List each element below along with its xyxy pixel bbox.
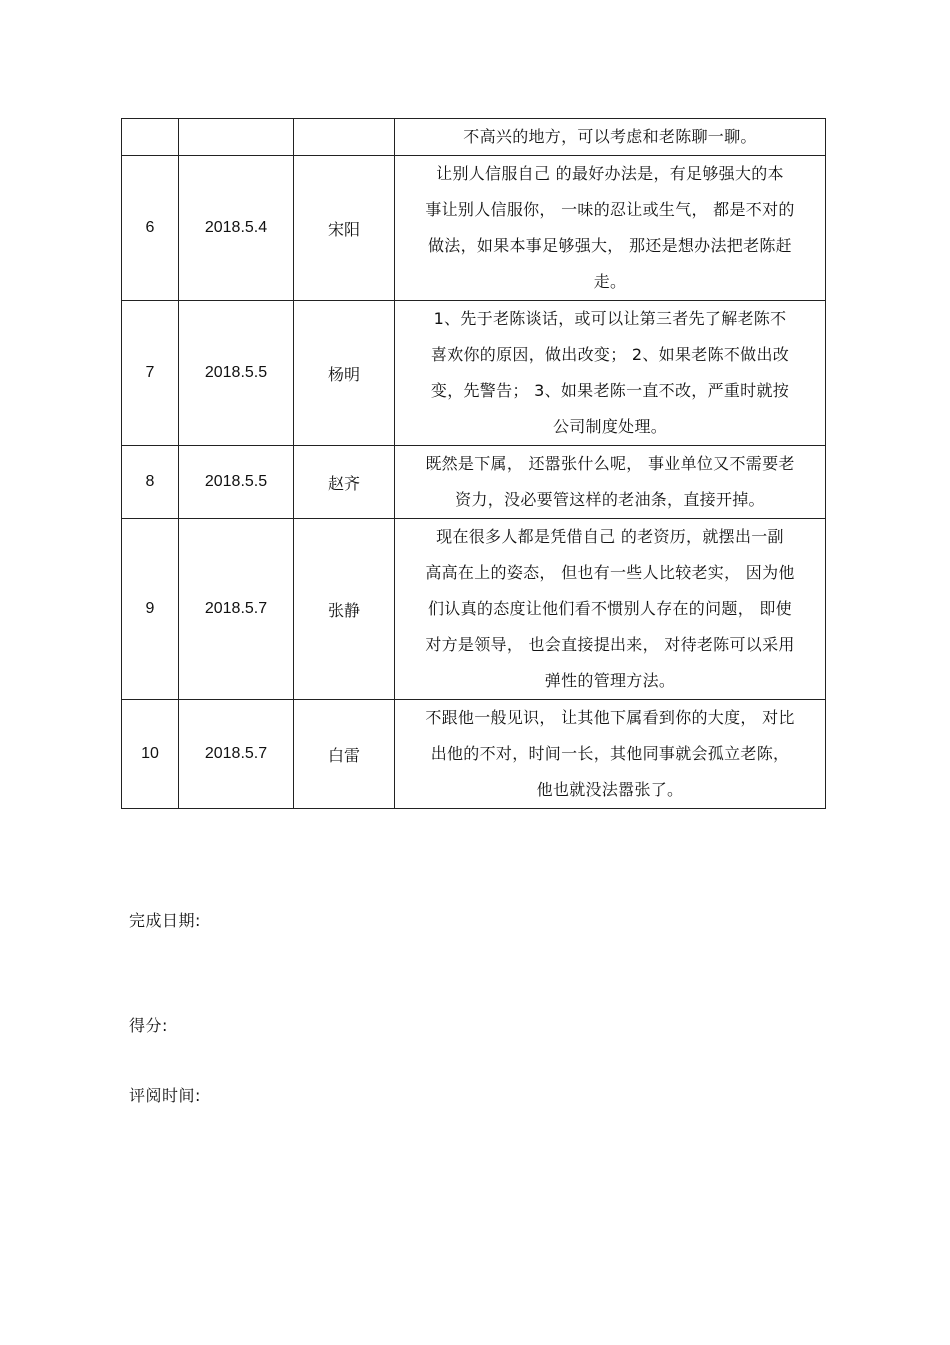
row-date-cell: 2018.5.5: [179, 301, 294, 446]
score-label: 得分:: [129, 1016, 168, 1035]
row-date-cell: [179, 119, 294, 156]
table-row: [122, 446, 826, 519]
row-name-cell: [294, 119, 395, 156]
row-comment-cell: 1、先于老陈谈话，或可以让第三者先了解老陈不 喜欢你的原因，做出改变； 2、如果老陈不做出改 变，先警告； 3、如果老陈一直不改，严重时就按 公司制度处理。: [395, 301, 826, 446]
row-name-cell: 白雷: [294, 700, 395, 809]
row-date-cell: 2018.5.7: [179, 519, 294, 700]
row-date-cell: 2018.5.7: [179, 700, 294, 809]
row-number-cell: 9: [122, 519, 179, 700]
row-date-cell: 2018.5.5: [179, 446, 294, 519]
row-name-cell: 赵齐: [294, 446, 395, 519]
row-name-cell: 杨明: [294, 301, 395, 446]
row-number-cell: 8: [122, 446, 179, 519]
row-comment-cell: 不跟他一般见识， 让其他下属看到你的大度， 对比 出他的不对，时间一长，其他同事就会孤立老陈， 他也就没法嚣张了。: [395, 700, 826, 809]
row-date-cell: 2018.5.4: [179, 156, 294, 301]
row-number-cell: 6: [122, 156, 179, 301]
row-number-cell: 7: [122, 301, 179, 446]
row-number-cell: [122, 119, 179, 156]
row-name-cell: 宋阳: [294, 156, 395, 301]
review-time-label: 评阅时间:: [129, 1086, 201, 1105]
row-number-cell: 10: [122, 700, 179, 809]
table-row: [122, 119, 826, 156]
table-row: [122, 519, 826, 700]
completion-date-label: 完成日期:: [129, 911, 201, 930]
row-comment-cell: 现在很多人都是凭借自己 的老资历，就摆出一副 高高在上的姿态， 但也有一些人比较老实， 因为他 们认真的态度让他们看不惯别人存在的问题， 即使 对方是领导， 也会直接提出来， 对待老陈可以采用 弹性的管理方法。: [395, 519, 826, 700]
records-table: [121, 118, 826, 809]
table-row: [122, 156, 826, 301]
table-row: [122, 301, 826, 446]
row-comment-cell: 既然是下属， 还嚣张什么呢， 事业单位又不需要老 资力，没必要管这样的老油条，直接开掉。: [395, 446, 826, 519]
row-comment-cell: 不高兴的地方，可以考虑和老陈聊一聊。: [395, 119, 826, 156]
row-name-cell: 张静: [294, 519, 395, 700]
table-row: [122, 700, 826, 809]
row-comment-cell: 让别人信服自己 的最好办法是，有足够强大的本 事让别人信服你， 一味的忍让或生气， 都是不对的 做法，如果本事足够强大， 那还是想办法把老陈赶 走。: [395, 156, 826, 301]
